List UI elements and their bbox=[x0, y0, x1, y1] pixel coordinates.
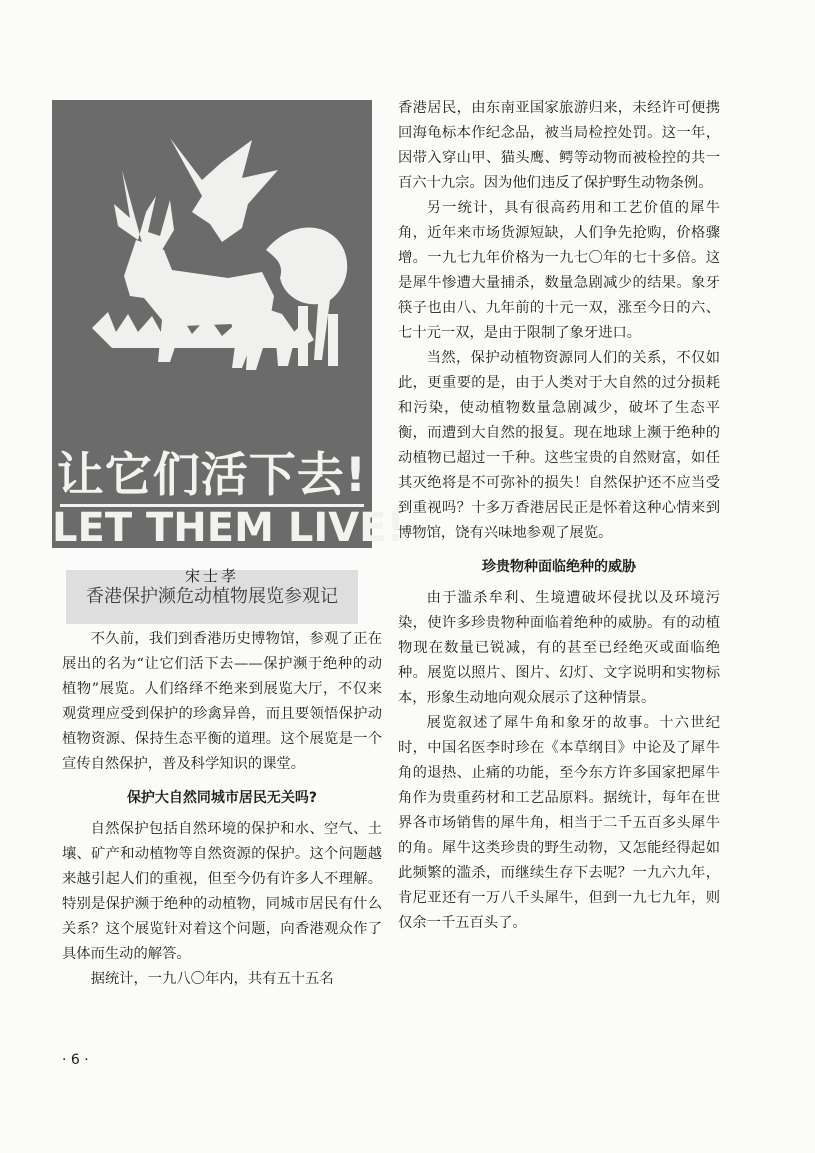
paragraph-3-continued: 香港居民，由东南亚国家旅游归来，未经许可便携回海龟标本作纪念品，被当局检控处罚。这一年，因带入穿山甲、猫头鹰、鳄等动物而被检控的共一百六十九宗。因为他们违反了保护野生动物条例。 bbox=[398, 100, 720, 191]
left-column bbox=[62, 627, 382, 992]
section-heading-1: 保护大自然同城市居民无关吗? bbox=[126, 790, 318, 806]
page-number: · 6 · bbox=[62, 1052, 89, 1068]
paragraph-5: 当然，保护动植物资源同人们的关系，不仅如此，更重要的是，由于人类对于大自然的过分损耗和污染，使动植物数量急剧减少，破坏了生态平衡，而遭到大自然的报复。现在地球上濒于绝种的动植物已超过一千种。这些宝贵的自然财富，如任其灭绝将是不可弥补的损失！自然保护还不应当受到重视吗？十多万香港居民正是怀着这种心情来到博物馆，饶有兴味地参观了展览。 bbox=[398, 350, 720, 541]
author-name: 宋士孝 bbox=[184, 567, 239, 585]
poster-subtitle: 香港保护濒危动植物展览参观记 bbox=[86, 586, 338, 607]
paragraph-intro: 不久前，我们到香港历史博物馆，参观了正在展出的名为“让它们活下去——保护濒于绝种的动植物”展览。人们络绎不绝来到展览大厅，不仅来观赏理应受到保护的珍禽异兽，而且要领悟保护动植物资源、保持生态平衡的道理。这个展览是一个宣传自然保护，普及科学知识的课堂。 bbox=[62, 631, 382, 772]
paragraph-7: 展览叙述了犀牛角和象牙的故事。十六世纪时，中国名医李时珍在《本草纲目》中论及了犀牛角的退热、止痛的功能，至今东方许多国家把犀牛角作为贵重药材和工艺品原料。据统计，每年在世界各市场销售的犀牛角，相当于二千五百多头犀牛的角。犀牛这类珍贵的野生动物，又怎能经得起如此频繁的滥杀，而继续生存下去呢？一九六九年，肯尼亚还有一万八千头犀牛，但到一九七九年，则仅余一千五百头了。 bbox=[398, 715, 720, 931]
right-column bbox=[398, 96, 720, 936]
paragraph-4: 另一统计，具有很高药用和工艺价值的犀牛角，近年来市场货源短缺，人们争先抢购，价格骤增。一九七九年价格为一九七〇年的七十多倍。这是犀牛惨遭大量捕杀，数量急剧减少的结果。象牙筷子也由八、九年前的十元一双，涨至今日的六、七十元一双，是由于限制了象牙进口。 bbox=[398, 200, 720, 341]
paragraph-6: 由于滥杀牟利、生境遭破坏侵扰以及环境污染，使许多珍贵物种面临着绝种的威胁。有的动植物现在数量已锐减，有的甚至已经绝灭或面临绝种。展览以照片、图片、幻灯、文字说明和实物标本，形象生动地向观众展示了这种情景。 bbox=[398, 590, 720, 706]
section-heading-2: 珍贵物种面临绝种的威胁 bbox=[482, 559, 636, 575]
poster-title-english: LET THEM LIVE! bbox=[52, 505, 405, 551]
paragraph-3: 据统计，一九八〇年内，共有五十五名 bbox=[90, 971, 334, 987]
poster-title-chinese: 让它们活下去! bbox=[56, 448, 368, 503]
paragraph-2: 自然保护包括自然环境的保护和水、空气、土壤、矿产和动植物等自然资源的保护。这个问题越来越引起人们的重视，但至今仍有许多人不理解。特别是保护濒于绝种的动植物，同城市居民有什么关系？这个展览针对着这个问题，向香港观众作了具体而生动的解答。 bbox=[62, 821, 382, 962]
